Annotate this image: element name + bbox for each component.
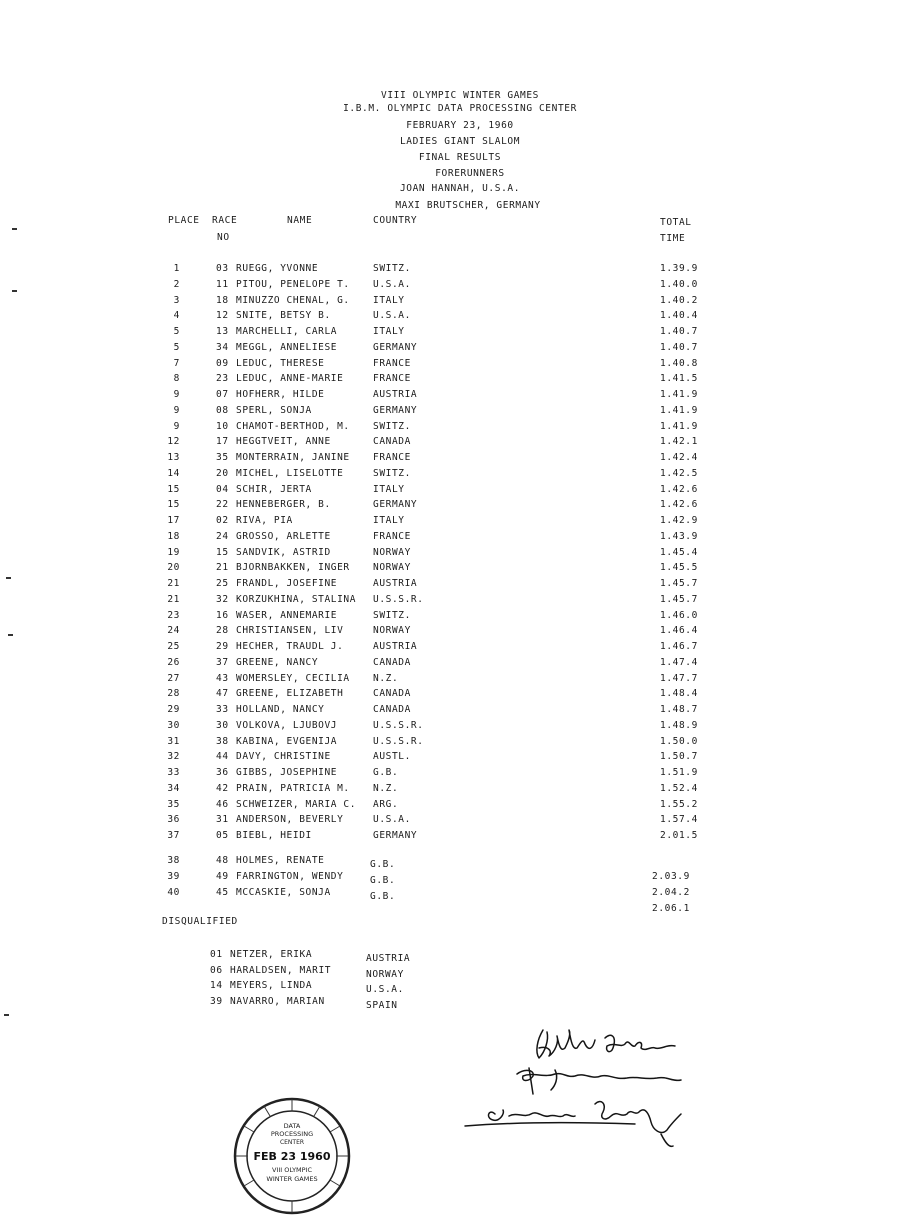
- dq-race-no: 39: [210, 996, 223, 1007]
- row-place: 39: [167, 871, 180, 882]
- row-country: GERMANY: [373, 499, 418, 511]
- row-race-no: 18: [216, 294, 229, 306]
- row-race-no: 32: [216, 593, 229, 605]
- row-time: 1.50.7: [660, 751, 698, 763]
- row-race-no: 24: [216, 530, 229, 542]
- row-name: GREENE, NANCY: [236, 656, 319, 668]
- row-name: RIVA, PIA: [236, 515, 293, 526]
- row-race-no: 13: [216, 326, 229, 337]
- row-place: 28: [167, 688, 180, 700]
- row-place: 25: [167, 641, 180, 652]
- row-name: KABINA, EVGENIJA: [236, 735, 338, 747]
- row-country: CANADA: [373, 688, 411, 700]
- row-country: NORWAY: [373, 625, 411, 637]
- col-place: PLACE: [168, 215, 200, 226]
- row-country: AUSTRIA: [373, 641, 418, 652]
- row-name: LEDUC, ANNE-MARIE: [236, 373, 344, 385]
- row-race-no: 07: [216, 389, 229, 400]
- row-time: 1.42.4: [660, 452, 698, 463]
- row-race-no: 46: [216, 798, 229, 810]
- row-country: FRANCE: [373, 357, 411, 369]
- dq-country: SPAIN: [366, 1000, 398, 1011]
- row-country: G.B.: [373, 767, 399, 778]
- row-race-no: 03: [216, 263, 229, 274]
- row-time: 1.57.4: [660, 814, 698, 826]
- row-name: HEGGTVEIT, ANNE: [236, 436, 331, 448]
- row-name: FRANDL, JOSEFINE: [236, 578, 338, 589]
- row-country: CANADA: [373, 656, 411, 668]
- row-time: 1.42.6: [660, 483, 698, 495]
- row-place: 33: [167, 767, 180, 778]
- dq-race-no: 01: [210, 949, 223, 960]
- dq-country: U.S.A.: [366, 984, 404, 995]
- row-name: SNITE, BETSY B.: [236, 310, 331, 322]
- row-place: 7: [173, 357, 180, 369]
- row-name: HECHER, TRAUDL J.: [236, 641, 344, 652]
- row-name: MICHEL, LISELOTTE: [236, 467, 344, 479]
- row-time: 2.01.5: [660, 830, 698, 841]
- row-name: BJORNBAKKEN, INGER: [236, 562, 350, 574]
- row-time: 1.48.9: [660, 719, 698, 731]
- row-country: U.S.S.R.: [373, 735, 424, 747]
- row-place: 21: [167, 593, 180, 605]
- row-time: 1.51.9: [660, 767, 698, 778]
- stamp-line-2: PROCESSING: [270, 1130, 314, 1138]
- row-place: 9: [173, 404, 180, 416]
- row-place: 40: [167, 887, 180, 898]
- row-name: HENNEBERGER, B.: [236, 499, 331, 511]
- row-country: U.S.S.R.: [373, 719, 424, 731]
- row-race-no: 35: [216, 452, 229, 463]
- official-signatures: [455, 1018, 695, 1158]
- row-race-no: 42: [216, 782, 229, 794]
- row-name: KORZUKHINA, STALINA: [236, 593, 357, 605]
- row-country: NORWAY: [373, 562, 411, 574]
- col-race-no: NO: [217, 232, 230, 243]
- row-time: 1.40.7: [660, 326, 698, 337]
- row-time: 1.40.8: [660, 357, 698, 369]
- row-name: MINUZZO CHENAL, G.: [236, 294, 350, 306]
- col-name: NAME: [287, 215, 313, 226]
- row-country: ITALY: [373, 515, 405, 526]
- row-country: G.B.: [370, 891, 396, 902]
- row-place: 13: [167, 452, 180, 463]
- row-country: U.S.A.: [373, 814, 411, 826]
- row-country: FRANCE: [373, 530, 411, 542]
- col-time: TIME: [660, 233, 686, 244]
- row-place: 20: [167, 562, 180, 574]
- header-line-2: I.B.M. OLYMPIC DATA PROCESSING CENTER: [343, 103, 577, 114]
- row-time: 1.47.7: [660, 672, 698, 684]
- header-event: LADIES GIANT SLALOM: [399, 136, 521, 147]
- row-time: 1.50.0: [660, 735, 698, 747]
- row-place: 5: [173, 341, 180, 353]
- row-time: 1.41.9: [660, 420, 698, 432]
- row-country: ITALY: [373, 294, 405, 306]
- row-place: 38: [167, 855, 180, 866]
- row-time: 1.55.2: [660, 798, 698, 810]
- row-time: 1.40.4: [660, 310, 698, 322]
- row-place: 17: [167, 515, 180, 526]
- row-race-no: 29: [216, 641, 229, 652]
- row-name: LEDUC, THERESE: [236, 357, 325, 369]
- row-time: 1.40.2: [660, 294, 698, 306]
- margin-mark: [12, 228, 17, 230]
- col-total: TOTAL: [660, 217, 692, 228]
- row-country: AUSTL.: [373, 751, 411, 763]
- row-name: CHAMOT-BERTHOD, M.: [236, 420, 350, 432]
- row-place: 31: [167, 735, 180, 747]
- row-country: GERMANY: [373, 830, 418, 841]
- row-country: AUSTRIA: [373, 389, 418, 400]
- row-name: WASER, ANNEMARIE: [236, 609, 338, 621]
- row-place: 34: [167, 782, 180, 794]
- dq-name: HARALDSEN, MARIT: [230, 965, 332, 976]
- row-name: SCHIR, JERTA: [236, 483, 312, 495]
- stamp-line-6: WINTER GAMES: [266, 1175, 318, 1183]
- header-forerunners: FORERUNNERS: [435, 168, 505, 179]
- row-country: N.Z.: [373, 782, 399, 794]
- row-race-no: 04: [216, 483, 229, 495]
- row-time: 1.45.7: [660, 578, 698, 589]
- row-country: GERMANY: [373, 341, 418, 353]
- row-time: 1.42.6: [660, 499, 698, 511]
- row-race-no: 37: [216, 656, 229, 668]
- row-place: 4: [173, 310, 180, 322]
- row-name: ANDERSON, BEVERLY: [236, 814, 344, 826]
- row-time: 1.46.0: [660, 609, 698, 621]
- row-race-no: 33: [216, 704, 229, 715]
- row-country: AUSTRIA: [373, 578, 418, 589]
- row-place: 9: [173, 389, 180, 400]
- row-time: 1.45.4: [660, 546, 698, 558]
- row-name: CHRISTIANSEN, LIV: [236, 625, 344, 637]
- row-country: SWITZ.: [373, 467, 411, 479]
- row-place: 36: [167, 814, 180, 826]
- row-country: ITALY: [373, 483, 405, 495]
- row-name: MEGGL, ANNELIESE: [236, 341, 338, 353]
- row-country: SWITZ.: [373, 420, 411, 432]
- row-time: 1.47.4: [660, 656, 698, 668]
- row-time: 1.39.9: [660, 263, 698, 274]
- row-time: 1.41.9: [660, 389, 698, 400]
- margin-mark: [6, 577, 11, 579]
- dq-name: NAVARRO, MARIAN: [230, 996, 325, 1007]
- row-race-no: 44: [216, 751, 229, 763]
- row-country: SWITZ.: [373, 609, 411, 621]
- dq-race-no: 14: [210, 980, 223, 991]
- row-race-no: 34: [216, 341, 229, 353]
- row-race-no: 30: [216, 719, 229, 731]
- margin-mark: [8, 634, 13, 636]
- row-time: 1.46.7: [660, 641, 698, 652]
- dq-country: NORWAY: [366, 969, 404, 980]
- row-race-no: 45: [216, 887, 229, 898]
- row-race-no: 23: [216, 373, 229, 385]
- dq-name: MEYERS, LINDA: [230, 980, 313, 991]
- row-name: SPERL, SONJA: [236, 404, 312, 416]
- margin-mark: [4, 1014, 9, 1016]
- row-race-no: 02: [216, 515, 229, 526]
- row-country: U.S.A.: [373, 278, 411, 290]
- row-country: GERMANY: [373, 404, 418, 416]
- row-race-no: 36: [216, 767, 229, 778]
- data-processing-stamp: [230, 1096, 360, 1216]
- row-name: GROSSO, ARLETTE: [236, 530, 331, 542]
- row-name: GIBBS, JOSEPHINE: [236, 767, 338, 778]
- row-name: DAVY, CHRISTINE: [236, 751, 331, 763]
- header-forerunner-1: JOAN HANNAH, U.S.A.: [399, 183, 521, 194]
- row-time: 2.03.9: [652, 871, 690, 882]
- row-time: 1.46.4: [660, 625, 698, 637]
- row-time: 1.43.9: [660, 530, 698, 542]
- row-place: 12: [167, 436, 180, 448]
- row-race-no: 15: [216, 546, 229, 558]
- row-time: 2.04.2: [652, 887, 690, 898]
- row-race-no: 38: [216, 735, 229, 747]
- row-name: GREENE, ELIZABETH: [236, 688, 344, 700]
- row-race-no: 09: [216, 357, 229, 369]
- row-time: 1.40.7: [660, 341, 698, 353]
- row-time: 1.41.5: [660, 373, 698, 385]
- row-place: 15: [167, 483, 180, 495]
- row-place: 24: [167, 625, 180, 637]
- row-time: 1.40.0: [660, 278, 698, 290]
- stamp-line-3: CENTER: [279, 1139, 305, 1146]
- row-country: G.B.: [370, 875, 396, 886]
- row-name: MCCASKIE, SONJA: [236, 887, 331, 898]
- row-country: NORWAY: [373, 546, 411, 558]
- row-time: 1.41.9: [660, 404, 698, 416]
- row-name: WOMERSLEY, CECILIA: [236, 672, 350, 684]
- row-name: PITOU, PENELOPE T.: [236, 278, 350, 290]
- margin-mark: [12, 290, 17, 292]
- stamp-line-5: VIII OLYMPIC: [271, 1166, 313, 1174]
- row-place: 32: [167, 751, 180, 763]
- row-name: HOLMES, RENATE: [236, 855, 325, 866]
- row-place: 27: [167, 672, 180, 684]
- disqualified-label: DISQUALIFIED: [162, 916, 238, 927]
- row-race-no: 48: [216, 855, 229, 866]
- dq-name: NETZER, ERIKA: [230, 949, 313, 960]
- row-race-no: 20: [216, 467, 229, 479]
- row-name: HOFHERR, HILDE: [236, 389, 325, 400]
- row-race-no: 21: [216, 562, 229, 574]
- row-name: MONTERRAIN, JANINE: [236, 452, 350, 463]
- row-race-no: 08: [216, 404, 229, 416]
- row-race-no: 28: [216, 625, 229, 637]
- row-place: 19: [167, 546, 180, 558]
- row-country: FRANCE: [373, 452, 411, 463]
- col-country: COUNTRY: [373, 215, 418, 226]
- row-place: 14: [167, 467, 180, 479]
- row-name: PRAIN, PATRICIA M.: [236, 782, 350, 794]
- row-name: SCHWEIZER, MARIA C.: [236, 798, 357, 810]
- row-race-no: 17: [216, 436, 229, 448]
- row-name: FARRINGTON, WENDY: [236, 871, 344, 882]
- row-time: 1.42.5: [660, 467, 698, 479]
- row-country: ARG.: [373, 798, 399, 810]
- row-time: 1.42.1: [660, 436, 698, 448]
- row-place: 18: [167, 530, 180, 542]
- row-place: 1: [173, 263, 180, 274]
- row-country: CANADA: [373, 704, 411, 715]
- row-place: 8: [173, 373, 180, 385]
- row-place: 15: [167, 499, 180, 511]
- header-line-1: VIII OLYMPIC WINTER GAMES: [381, 90, 539, 101]
- row-place: 37: [167, 830, 180, 841]
- row-time: 1.48.7: [660, 704, 698, 715]
- row-race-no: 16: [216, 609, 229, 621]
- row-time: 1.45.5: [660, 562, 698, 574]
- row-country: U.S.S.R.: [373, 593, 424, 605]
- row-race-no: 25: [216, 578, 229, 589]
- row-name: RUEGG, YVONNE: [236, 263, 319, 274]
- row-time: 1.42.9: [660, 515, 698, 526]
- row-place: 21: [167, 578, 180, 589]
- row-name: BIEBL, HEIDI: [236, 830, 312, 841]
- header-forerunner-2: MAXI BRUTSCHER, GERMANY: [395, 200, 541, 211]
- stamp-line-1: DATA: [283, 1122, 301, 1130]
- row-time: 2.06.1: [652, 903, 690, 914]
- dq-race-no: 06: [210, 965, 223, 976]
- header-status: FINAL RESULTS: [418, 152, 502, 163]
- row-place: 23: [167, 609, 180, 621]
- row-place: 29: [167, 704, 180, 715]
- row-race-no: 11: [216, 278, 229, 290]
- row-race-no: 22: [216, 499, 229, 511]
- row-race-no: 10: [216, 420, 229, 432]
- row-place: 9: [173, 420, 180, 432]
- stamp-date: FEB 23 1960: [253, 1150, 331, 1163]
- row-time: 1.52.4: [660, 782, 698, 794]
- row-country: CANADA: [373, 436, 411, 448]
- row-country: FRANCE: [373, 373, 411, 385]
- row-name: SANDVIK, ASTRID: [236, 546, 331, 558]
- dq-country: AUSTRIA: [366, 953, 411, 964]
- row-race-no: 05: [216, 830, 229, 841]
- row-time: 1.48.4: [660, 688, 698, 700]
- row-race-no: 12: [216, 310, 229, 322]
- row-race-no: 49: [216, 871, 229, 882]
- row-name: HOLLAND, NANCY: [236, 704, 325, 715]
- row-place: 2: [173, 278, 180, 290]
- row-country: SWITZ.: [373, 263, 411, 274]
- row-country: N.Z.: [373, 672, 399, 684]
- row-place: 3: [173, 294, 180, 306]
- row-country: G.B.: [370, 859, 396, 870]
- row-country: ITALY: [373, 326, 405, 337]
- header-date: FEBRUARY 23, 1960: [406, 120, 514, 131]
- row-name: MARCHELLI, CARLA: [236, 326, 338, 337]
- row-race-no: 43: [216, 672, 229, 684]
- row-place: 26: [167, 656, 180, 668]
- row-place: 35: [167, 798, 180, 810]
- row-place: 5: [173, 326, 180, 337]
- row-race-no: 31: [216, 814, 229, 826]
- col-race: RACE: [212, 215, 238, 226]
- row-place: 30: [167, 719, 180, 731]
- row-race-no: 47: [216, 688, 229, 700]
- row-time: 1.45.7: [660, 593, 698, 605]
- row-country: U.S.A.: [373, 310, 411, 322]
- row-name: VOLKOVA, LJUBOVJ: [236, 719, 338, 731]
